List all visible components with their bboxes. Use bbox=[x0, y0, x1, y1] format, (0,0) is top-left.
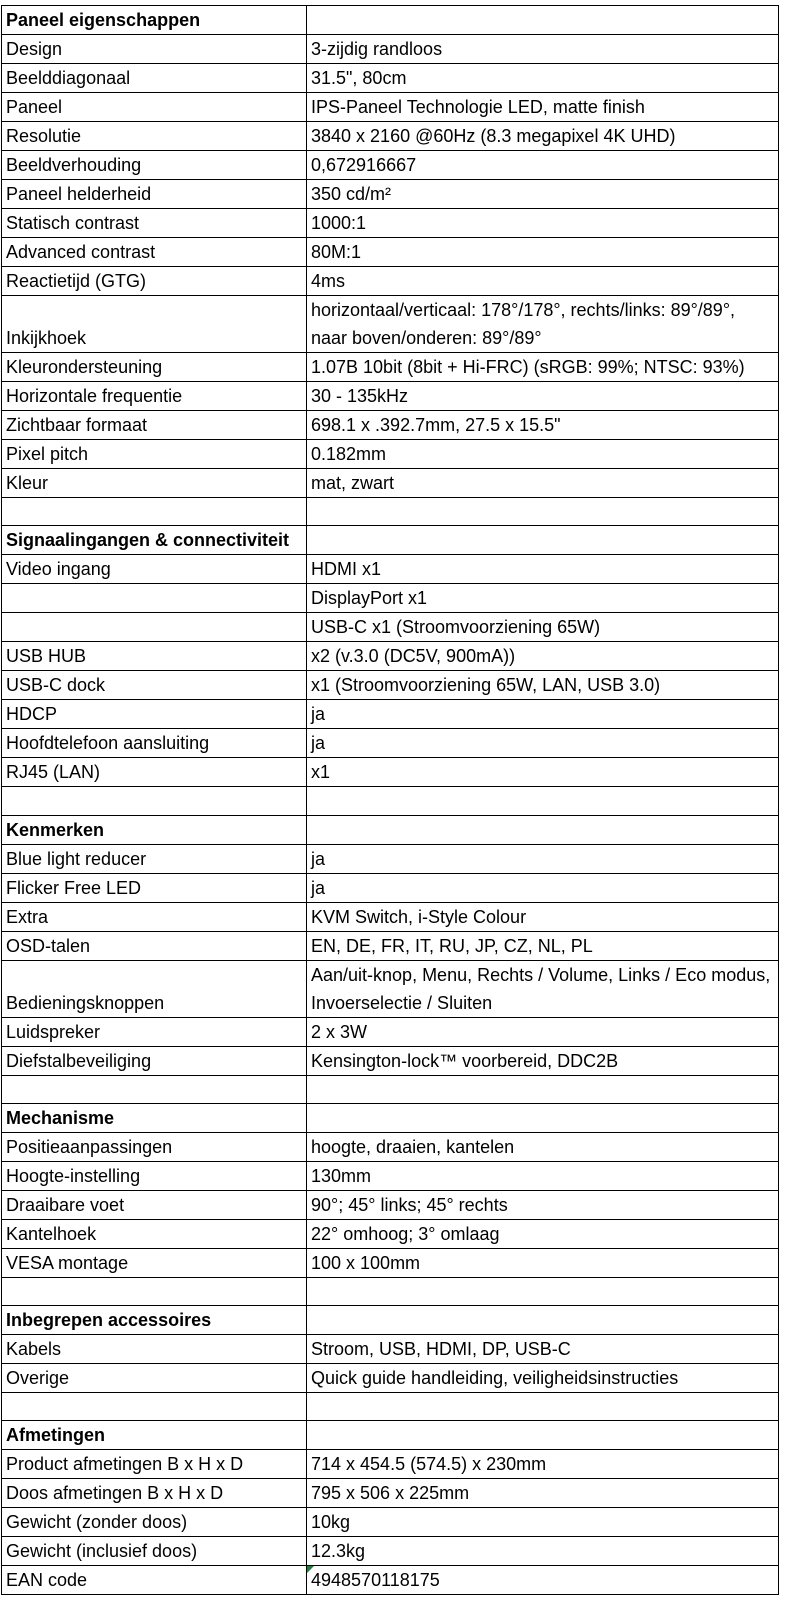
spec-label: Pixel pitch bbox=[2, 440, 307, 469]
spec-row bbox=[2, 931, 779, 960]
spec-value: IPS-Paneel Technologie LED, matte finish bbox=[307, 93, 779, 122]
spec-label: Paneel helderheid bbox=[2, 180, 307, 209]
spec-row bbox=[2, 93, 779, 122]
spec-value: 3-zijdig randloos bbox=[307, 35, 779, 64]
spec-row bbox=[2, 960, 779, 1017]
spec-label: Beelddiagonaal bbox=[2, 64, 307, 93]
spec-value: 1000:1 bbox=[307, 209, 779, 238]
spec-label bbox=[2, 1277, 307, 1305]
spec-label bbox=[2, 787, 307, 815]
section-header-row bbox=[2, 1306, 779, 1335]
spec-value: 1.07B 10bit (8bit + Hi-FRC) (sRGB: 99%; NTSC: 93%) bbox=[307, 353, 779, 382]
spec-value: mat, zwart bbox=[307, 469, 779, 498]
spec-value: 22° omhoog; 3° omlaag bbox=[307, 1219, 779, 1248]
spec-row bbox=[2, 700, 779, 729]
spec-row bbox=[2, 1479, 779, 1508]
spec-row bbox=[2, 353, 779, 382]
spec-row bbox=[2, 180, 779, 209]
spec-value: Kensington-lock™ voorbereid, DDC2B bbox=[307, 1046, 779, 1075]
spec-label: Gewicht (zonder doos) bbox=[2, 1508, 307, 1537]
spec-label bbox=[2, 498, 307, 526]
section-header-row bbox=[2, 815, 779, 844]
spec-row bbox=[2, 1450, 779, 1479]
spec-value bbox=[307, 1075, 779, 1103]
spec-value: 80M:1 bbox=[307, 238, 779, 267]
spec-row bbox=[2, 1537, 779, 1566]
spec-row bbox=[2, 151, 779, 180]
spacer-row bbox=[2, 1277, 779, 1305]
section-title: Mechanisme bbox=[2, 1103, 307, 1132]
spec-value bbox=[307, 1306, 779, 1335]
spec-label: Design bbox=[2, 35, 307, 64]
spec-value: 90°; 45° links; 45° rechts bbox=[307, 1190, 779, 1219]
spec-value: 0,672916667 bbox=[307, 151, 779, 180]
spec-label: Hoogte-instelling bbox=[2, 1161, 307, 1190]
cell-error-indicator-icon bbox=[307, 1566, 314, 1573]
spec-row bbox=[2, 902, 779, 931]
spec-label: Inkijkhoek bbox=[2, 296, 307, 353]
spec-label bbox=[2, 584, 307, 613]
spacer-row bbox=[2, 787, 779, 815]
spec-row bbox=[2, 584, 779, 613]
spec-label: Flicker Free LED bbox=[2, 873, 307, 902]
spec-row bbox=[2, 411, 779, 440]
section-header-row bbox=[2, 526, 779, 555]
spec-value: ja bbox=[307, 844, 779, 873]
section-title: Afmetingen bbox=[2, 1421, 307, 1450]
spec-row bbox=[2, 296, 779, 353]
spec-label: Horizontale frequentie bbox=[2, 382, 307, 411]
spec-label: Resolutie bbox=[2, 122, 307, 151]
spec-row bbox=[2, 758, 779, 787]
spec-value: x1 (Stroomvoorziening 65W, LAN, USB 3.0) bbox=[307, 671, 779, 700]
spec-label: Beeldverhouding bbox=[2, 151, 307, 180]
spec-label: Product afmetingen B x H x D bbox=[2, 1450, 307, 1479]
section-header-row bbox=[2, 1103, 779, 1132]
spec-label: USB-C dock bbox=[2, 671, 307, 700]
spec-value: Quick guide handleiding, veiligheidsinstructies bbox=[307, 1364, 779, 1393]
spec-label: Gewicht (inclusief doos) bbox=[2, 1537, 307, 1566]
spec-value: USB-C x1 (Stroomvoorziening 65W) bbox=[307, 613, 779, 642]
spec-row bbox=[2, 555, 779, 584]
spec-value bbox=[307, 787, 779, 815]
spec-value bbox=[307, 1566, 779, 1595]
spec-row bbox=[2, 1248, 779, 1277]
spec-row bbox=[2, 238, 779, 267]
spec-label: Statisch contrast bbox=[2, 209, 307, 238]
spec-label: VESA montage bbox=[2, 1248, 307, 1277]
spec-value: 698.1 x .392.7mm, 27.5 x 15.5" bbox=[307, 411, 779, 440]
spec-label: RJ45 (LAN) bbox=[2, 758, 307, 787]
section-title: Signaalingangen & connectiviteit bbox=[2, 526, 307, 555]
spec-value: ja bbox=[307, 873, 779, 902]
spec-row bbox=[2, 1017, 779, 1046]
spec-row bbox=[2, 1335, 779, 1364]
section-title: Kenmerken bbox=[2, 815, 307, 844]
spec-value bbox=[307, 815, 779, 844]
spec-row bbox=[2, 1132, 779, 1161]
spacer-row bbox=[2, 498, 779, 526]
spec-row bbox=[2, 35, 779, 64]
spec-value: 795 x 506 x 225mm bbox=[307, 1479, 779, 1508]
spec-label: Extra bbox=[2, 902, 307, 931]
spec-value: 10kg bbox=[307, 1508, 779, 1537]
spec-label: Hoofdtelefoon aansluiting bbox=[2, 729, 307, 758]
spec-label: Blue light reducer bbox=[2, 844, 307, 873]
spec-label: Positieaanpassingen bbox=[2, 1132, 307, 1161]
spec-value: 0.182mm bbox=[307, 440, 779, 469]
spec-value: EN, DE, FR, IT, RU, JP, CZ, NL, PL bbox=[307, 931, 779, 960]
spec-value: 714 x 454.5 (574.5) x 230mm bbox=[307, 1450, 779, 1479]
spec-value: KVM Switch, i-Style Colour bbox=[307, 902, 779, 931]
spec-row bbox=[2, 122, 779, 151]
section-title: Inbegrepen accessoires bbox=[2, 1306, 307, 1335]
spec-label: USB HUB bbox=[2, 642, 307, 671]
spec-value: Aan/uit-knop, Menu, Rechts / Volume, Links / Eco modus, Invoerselectie / Sluiten bbox=[307, 960, 779, 1017]
spec-value bbox=[307, 6, 779, 35]
spec-label: Video ingang bbox=[2, 555, 307, 584]
section-header-row bbox=[2, 6, 779, 35]
spec-value: 100 x 100mm bbox=[307, 1248, 779, 1277]
spec-row bbox=[2, 1364, 779, 1393]
spec-table-body bbox=[2, 6, 779, 1595]
spec-row bbox=[2, 642, 779, 671]
spec-value: DisplayPort x1 bbox=[307, 584, 779, 613]
section-title: Paneel eigenschappen bbox=[2, 6, 307, 35]
spec-value: 130mm bbox=[307, 1161, 779, 1190]
spec-label: Reactietijd (GTG) bbox=[2, 267, 307, 296]
spec-row bbox=[2, 613, 779, 642]
spec-row bbox=[2, 382, 779, 411]
spec-label: Kleurondersteuning bbox=[2, 353, 307, 382]
spec-value: 31.5", 80cm bbox=[307, 64, 779, 93]
spec-row bbox=[2, 1161, 779, 1190]
spec-value bbox=[307, 1393, 779, 1421]
ean-value: 4948570118175 bbox=[311, 1570, 440, 1591]
spec-label: HDCP bbox=[2, 700, 307, 729]
spec-value: x1 bbox=[307, 758, 779, 787]
spec-label: EAN code bbox=[2, 1566, 307, 1595]
spec-value bbox=[307, 1277, 779, 1305]
spec-value: 2 x 3W bbox=[307, 1017, 779, 1046]
spec-row bbox=[2, 1508, 779, 1537]
spec-table bbox=[1, 5, 779, 1595]
spec-label bbox=[2, 1393, 307, 1421]
spec-value: 30 - 135kHz bbox=[307, 382, 779, 411]
spec-value: x2 (v.3.0 (DC5V, 900mA)) bbox=[307, 642, 779, 671]
spacer-row bbox=[2, 1075, 779, 1103]
section-header-row bbox=[2, 1421, 779, 1450]
spacer-row bbox=[2, 1393, 779, 1421]
spec-row bbox=[2, 729, 779, 758]
spec-value: horizontaal/verticaal: 178°/178°, rechts/links: 89°/89°, naar boven/onderen: 89°/89° bbox=[307, 296, 779, 353]
spec-row bbox=[2, 267, 779, 296]
spec-row bbox=[2, 671, 779, 700]
spec-value: 3840 x 2160 @60Hz (8.3 megapixel 4K UHD) bbox=[307, 122, 779, 151]
spec-row bbox=[2, 469, 779, 498]
spec-label: Overige bbox=[2, 1364, 307, 1393]
spec-value bbox=[307, 1103, 779, 1132]
spec-row bbox=[2, 844, 779, 873]
spec-row bbox=[2, 1046, 779, 1075]
spec-value bbox=[307, 1421, 779, 1450]
spec-row bbox=[2, 440, 779, 469]
spec-label: OSD-talen bbox=[2, 931, 307, 960]
spec-label: Luidspreker bbox=[2, 1017, 307, 1046]
spec-label: Kabels bbox=[2, 1335, 307, 1364]
spec-value bbox=[307, 498, 779, 526]
spec-row bbox=[2, 873, 779, 902]
spec-label: Draaibare voet bbox=[2, 1190, 307, 1219]
spec-value: 4ms bbox=[307, 267, 779, 296]
spec-value: ja bbox=[307, 700, 779, 729]
spec-label: Advanced contrast bbox=[2, 238, 307, 267]
spec-value: 12.3kg bbox=[307, 1537, 779, 1566]
spec-value bbox=[307, 526, 779, 555]
spec-value: hoogte, draaien, kantelen bbox=[307, 1132, 779, 1161]
spec-label: Kleur bbox=[2, 469, 307, 498]
spec-row bbox=[2, 1219, 779, 1248]
spec-row bbox=[2, 1566, 779, 1595]
spec-label: Zichtbaar formaat bbox=[2, 411, 307, 440]
spec-value: HDMI x1 bbox=[307, 555, 779, 584]
spec-label bbox=[2, 1075, 307, 1103]
spec-label: Paneel bbox=[2, 93, 307, 122]
spec-label: Kantelhoek bbox=[2, 1219, 307, 1248]
spec-row bbox=[2, 64, 779, 93]
spec-label: Bedieningsknoppen bbox=[2, 960, 307, 1017]
spec-label bbox=[2, 613, 307, 642]
spec-label: Diefstalbeveiliging bbox=[2, 1046, 307, 1075]
spec-value: Stroom, USB, HDMI, DP, USB-C bbox=[307, 1335, 779, 1364]
spec-value: 350 cd/m² bbox=[307, 180, 779, 209]
spec-row bbox=[2, 209, 779, 238]
spec-label: Doos afmetingen B x H x D bbox=[2, 1479, 307, 1508]
spec-row bbox=[2, 1190, 779, 1219]
spec-value: ja bbox=[307, 729, 779, 758]
